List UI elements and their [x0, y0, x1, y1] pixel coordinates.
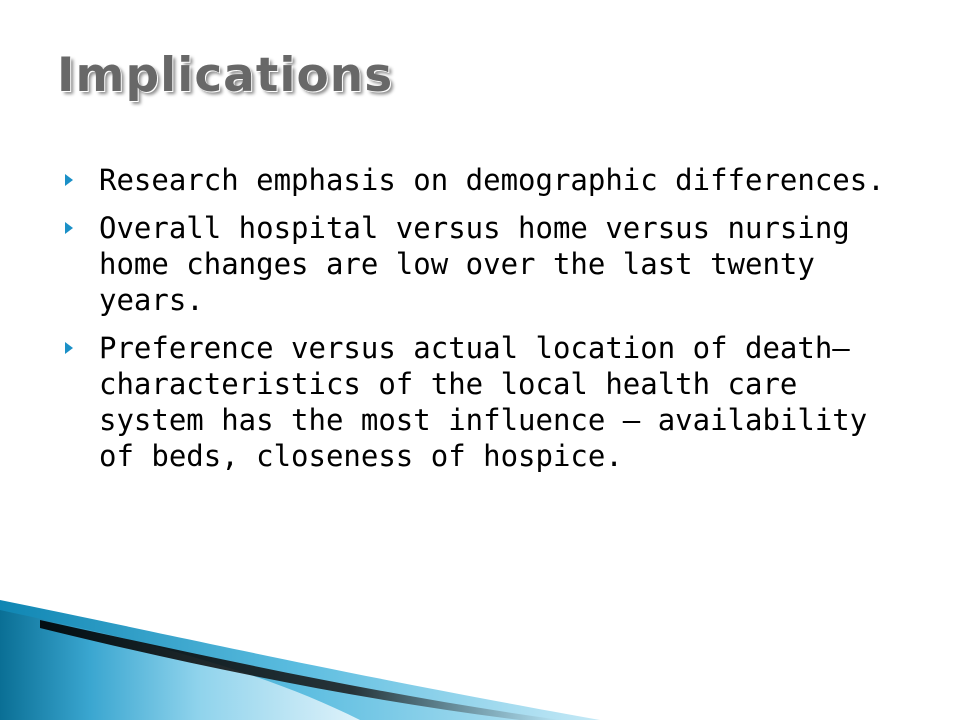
bullet-item	[60, 162, 900, 198]
slide-title: Implications	[57, 48, 394, 103]
bullet-list	[60, 162, 900, 486]
bullet-text: Preference versus actual location of death– characteristics of the local health care system has the most influence – availability of beds, closeness of hospice.	[99, 331, 868, 473]
bullet-text: Research emphasis on demographic differences.	[99, 163, 885, 197]
triangle-bullet-icon	[65, 222, 73, 234]
triangle-bullet-icon	[65, 174, 73, 186]
bullet-item	[60, 330, 900, 474]
bullet-text: Overall hospital versus home versus nursing home changes are low over the last twenty years.	[99, 211, 850, 317]
triangle-bullet-icon	[65, 342, 73, 354]
decorative-wave	[0, 600, 960, 720]
bullet-item	[60, 210, 900, 318]
